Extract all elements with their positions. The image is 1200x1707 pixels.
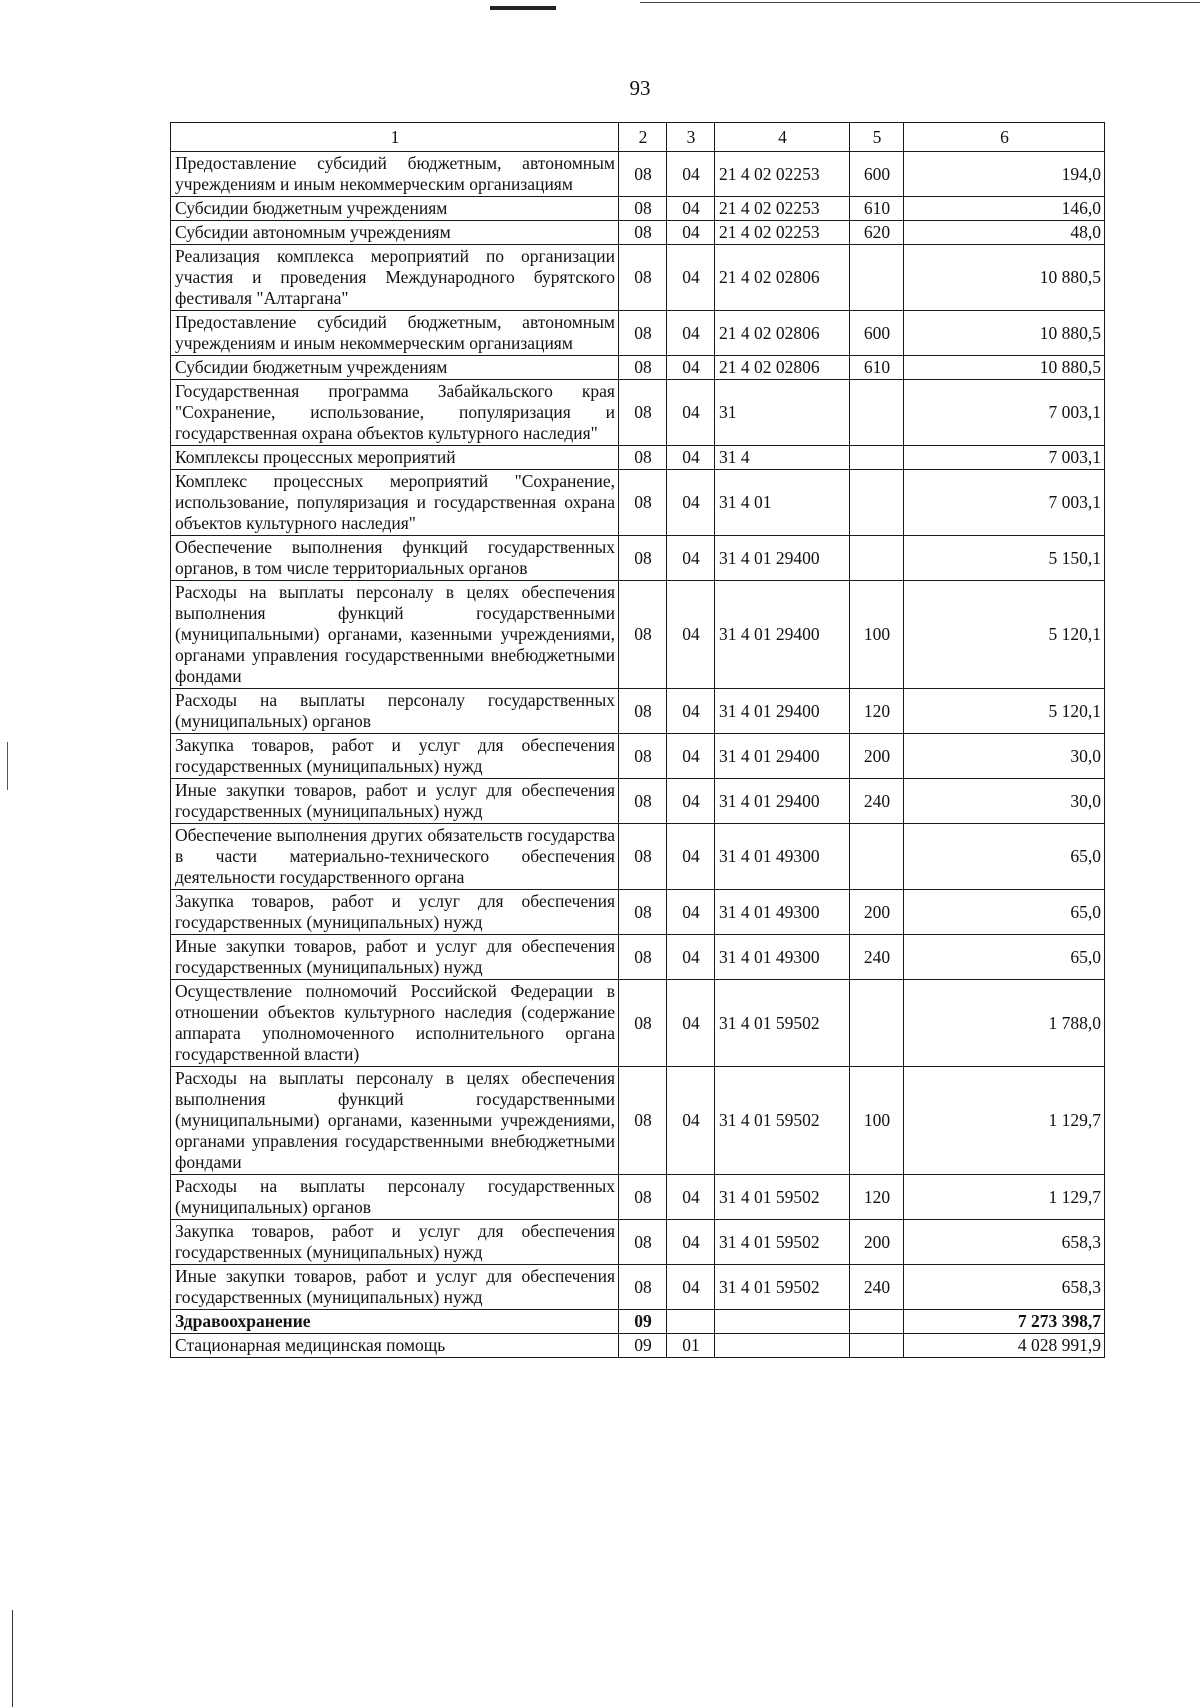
cell-section: 08 [619, 824, 667, 890]
cell-expense-type [850, 446, 904, 470]
table-row [171, 245, 1105, 311]
header-col-2: 2 [619, 123, 667, 152]
cell-expense-type: 240 [850, 935, 904, 980]
cell-section: 08 [619, 356, 667, 380]
header-col-1: 1 [171, 123, 619, 152]
cell-name: Закупка товаров, работ и услуг для обеспечения государственных (муниципальных) нужд [171, 1220, 619, 1265]
cell-subsection: 04 [667, 197, 715, 221]
cell-name: Стационарная медицинская помощь [171, 1334, 619, 1358]
cell-target-article: 21 4 02 02806 [715, 356, 850, 380]
cell-name: Расходы на выплаты персоналу в целях обеспечения выполнения функций государственными (муниципальными) органами, казенными учреждениями, органами управления государственными внебюджетными фондами [171, 1067, 619, 1175]
cell-expense-type: 600 [850, 152, 904, 197]
cell-name: Предоставление субсидий бюджетным, автономным учреждениям и иным некоммерческим организациям [171, 152, 619, 197]
cell-subsection: 04 [667, 245, 715, 311]
cell-amount: 1 788,0 [904, 980, 1105, 1067]
cell-amount: 30,0 [904, 779, 1105, 824]
cell-name: Осуществление полномочий Российской Федерации в отношении объектов культурного наследия (содержание аппарата уполномоченного исполнительного органа государственной власти) [171, 980, 619, 1067]
cell-expense-type: 600 [850, 311, 904, 356]
cell-expense-type [850, 1310, 904, 1334]
cell-name: Субсидии бюджетным учреждениям [171, 356, 619, 380]
cell-subsection: 04 [667, 1067, 715, 1175]
cell-amount: 658,3 [904, 1220, 1105, 1265]
cell-target-article: 31 4 01 59502 [715, 1067, 850, 1175]
cell-subsection: 04 [667, 1175, 715, 1220]
cell-section: 08 [619, 734, 667, 779]
cell-subsection: 04 [667, 1220, 715, 1265]
cell-section: 08 [619, 311, 667, 356]
cell-name: Расходы на выплаты персоналу государственных (муниципальных) органов [171, 689, 619, 734]
cell-amount: 5 120,1 [904, 689, 1105, 734]
page-number: 93 [629, 76, 651, 100]
table-row [171, 1175, 1105, 1220]
cell-expense-type [850, 824, 904, 890]
cell-expense-type [850, 245, 904, 311]
cell-amount: 1 129,7 [904, 1175, 1105, 1220]
cell-expense-type: 240 [850, 1265, 904, 1310]
table-header [171, 123, 1105, 152]
cell-target-article: 21 4 02 02253 [715, 152, 850, 197]
cell-amount: 5 120,1 [904, 581, 1105, 689]
cell-expense-type: 620 [850, 221, 904, 245]
cell-subsection [667, 1310, 715, 1334]
table-row [171, 197, 1105, 221]
table-row [171, 446, 1105, 470]
table-row [171, 689, 1105, 734]
cell-amount: 10 880,5 [904, 356, 1105, 380]
cell-expense-type: 100 [850, 581, 904, 689]
cell-expense-type: 610 [850, 356, 904, 380]
cell-target-article: 31 4 01 59502 [715, 1265, 850, 1310]
cell-amount: 65,0 [904, 935, 1105, 980]
cell-amount: 48,0 [904, 221, 1105, 245]
table-row [171, 536, 1105, 581]
cell-subsection: 04 [667, 536, 715, 581]
cell-section: 08 [619, 152, 667, 197]
cell-amount: 4 028 991,9 [904, 1334, 1105, 1358]
cell-target-article: 31 4 01 49300 [715, 935, 850, 980]
cell-name: Закупка товаров, работ и услуг для обеспечения государственных (муниципальных) нужд [171, 734, 619, 779]
cell-amount: 10 880,5 [904, 311, 1105, 356]
cell-subsection: 04 [667, 380, 715, 446]
table-row [171, 470, 1105, 536]
cell-subsection: 04 [667, 470, 715, 536]
cell-expense-type [850, 380, 904, 446]
cell-expense-type: 100 [850, 1067, 904, 1175]
cell-target-article: 31 4 01 29400 [715, 536, 850, 581]
table-row [171, 935, 1105, 980]
cell-amount: 1 129,7 [904, 1067, 1105, 1175]
cell-target-article: 31 4 [715, 446, 850, 470]
table-row [171, 152, 1105, 197]
cell-expense-type: 200 [850, 890, 904, 935]
cell-name: Иные закупки товаров, работ и услуг для обеспечения государственных (муниципальных) нужд [171, 935, 619, 980]
cell-section: 08 [619, 935, 667, 980]
cell-amount: 7 003,1 [904, 380, 1105, 446]
cell-name: Комплексы процессных мероприятий [171, 446, 619, 470]
cell-target-article: 31 4 01 29400 [715, 689, 850, 734]
cell-section: 08 [619, 197, 667, 221]
cell-section: 08 [619, 689, 667, 734]
cell-subsection: 04 [667, 935, 715, 980]
cell-target-article: 21 4 02 02806 [715, 311, 850, 356]
cell-name: Комплекс процессных мероприятий "Сохранение, использование, популяризация и государственная охрана объектов культурного наследия" [171, 470, 619, 536]
cell-amount: 658,3 [904, 1265, 1105, 1310]
cell-section: 09 [619, 1334, 667, 1358]
cell-target-article: 31 4 01 59502 [715, 980, 850, 1067]
cell-expense-type [850, 1334, 904, 1358]
cell-amount: 5 150,1 [904, 536, 1105, 581]
cell-target-article [715, 1310, 850, 1334]
cell-amount: 7 003,1 [904, 470, 1105, 536]
cell-section: 08 [619, 980, 667, 1067]
cell-subsection: 04 [667, 824, 715, 890]
cell-expense-type: 120 [850, 689, 904, 734]
cell-name: Обеспечение выполнения других обязательств государства в части материально-технического обеспечения деятельности государственного органа [171, 824, 619, 890]
cell-section: 08 [619, 536, 667, 581]
cell-amount: 30,0 [904, 734, 1105, 779]
cell-target-article [715, 1334, 850, 1358]
table-row [171, 1334, 1105, 1358]
cell-subsection: 04 [667, 779, 715, 824]
cell-subsection: 04 [667, 311, 715, 356]
cell-subsection: 04 [667, 152, 715, 197]
table-row [171, 380, 1105, 446]
cell-name: Закупка товаров, работ и услуг для обеспечения государственных (муниципальных) нужд [171, 890, 619, 935]
cell-section: 08 [619, 245, 667, 311]
table-row [171, 356, 1105, 380]
cell-expense-type: 200 [850, 1220, 904, 1265]
header-col-4: 4 [715, 123, 850, 152]
cell-subsection: 04 [667, 980, 715, 1067]
cell-name: Иные закупки товаров, работ и услуг для обеспечения государственных (муниципальных) нужд [171, 1265, 619, 1310]
cell-amount: 146,0 [904, 197, 1105, 221]
cell-subsection: 04 [667, 734, 715, 779]
cell-subsection: 04 [667, 689, 715, 734]
cell-expense-type [850, 980, 904, 1067]
table-row [171, 221, 1105, 245]
cell-target-article: 21 4 02 02253 [715, 197, 850, 221]
header-col-5: 5 [850, 123, 904, 152]
cell-amount: 10 880,5 [904, 245, 1105, 311]
table-row [171, 1067, 1105, 1175]
cell-target-article: 31 4 01 29400 [715, 779, 850, 824]
cell-name: Расходы на выплаты персоналу в целях обеспечения выполнения функций государственными (муниципальными) органами, казенными учреждениями, органами управления государственными внебюджетными фондами [171, 581, 619, 689]
cell-name: Государственная программа Забайкальского края "Сохранение, использование, популяризация и государственная охрана объектов культурного наследия" [171, 380, 619, 446]
cell-expense-type [850, 470, 904, 536]
cell-expense-type: 240 [850, 779, 904, 824]
cell-expense-type: 610 [850, 197, 904, 221]
scan-edge-left [12, 1610, 13, 1707]
cell-section: 08 [619, 1175, 667, 1220]
cell-amount: 7 003,1 [904, 446, 1105, 470]
cell-name: Расходы на выплаты персоналу государственных (муниципальных) органов [171, 1175, 619, 1220]
cell-target-article: 21 4 02 02806 [715, 245, 850, 311]
table-row [171, 581, 1105, 689]
table-row [171, 1310, 1105, 1334]
cell-target-article: 31 4 01 49300 [715, 824, 850, 890]
table-row [171, 824, 1105, 890]
cell-section: 08 [619, 380, 667, 446]
cell-section: 08 [619, 1265, 667, 1310]
table-row [171, 890, 1105, 935]
scan-edge-line [640, 2, 1200, 3]
cell-subsection: 04 [667, 890, 715, 935]
cell-name: Субсидии бюджетным учреждениям [171, 197, 619, 221]
cell-section: 08 [619, 221, 667, 245]
table-row [171, 1220, 1105, 1265]
cell-section: 08 [619, 890, 667, 935]
cell-section: 08 [619, 1067, 667, 1175]
cell-target-article: 31 4 01 49300 [715, 890, 850, 935]
table-row [171, 734, 1105, 779]
table-row [171, 980, 1105, 1067]
cell-amount: 7 273 398,7 [904, 1310, 1105, 1334]
cell-subsection: 04 [667, 1265, 715, 1310]
cell-name: Обеспечение выполнения функций государственных органов, в том числе территориальных органов [171, 536, 619, 581]
cell-target-article: 31 [715, 380, 850, 446]
cell-subsection: 04 [667, 446, 715, 470]
header-col-6: 6 [904, 123, 1105, 152]
cell-section: 08 [619, 1220, 667, 1265]
table-row [171, 1265, 1105, 1310]
cell-target-article: 31 4 01 [715, 470, 850, 536]
cell-subsection: 01 [667, 1334, 715, 1358]
cell-name: Здравоохранение [171, 1310, 619, 1334]
cell-expense-type: 200 [850, 734, 904, 779]
table-row [171, 311, 1105, 356]
scan-mark-left [7, 742, 8, 790]
cell-amount: 65,0 [904, 824, 1105, 890]
cell-expense-type: 120 [850, 1175, 904, 1220]
cell-subsection: 04 [667, 581, 715, 689]
cell-amount: 65,0 [904, 890, 1105, 935]
cell-subsection: 04 [667, 221, 715, 245]
cell-name: Субсидии автономным учреждениям [171, 221, 619, 245]
cell-subsection: 04 [667, 356, 715, 380]
budget-table [170, 122, 1105, 1358]
table-body [171, 152, 1105, 1358]
header-col-3: 3 [667, 123, 715, 152]
cell-name: Предоставление субсидий бюджетным, автономным учреждениям и иным некоммерческим организациям [171, 311, 619, 356]
cell-section: 08 [619, 779, 667, 824]
cell-name: Реализация комплекса мероприятий по организации участия и проведения Международного бурятского фестиваля "Алтаргана" [171, 245, 619, 311]
cell-target-article: 31 4 01 29400 [715, 734, 850, 779]
cell-target-article: 31 4 01 59502 [715, 1220, 850, 1265]
cell-section: 08 [619, 581, 667, 689]
table-row [171, 779, 1105, 824]
cell-section: 08 [619, 446, 667, 470]
scan-mark-top [490, 6, 556, 10]
header-row [171, 123, 1105, 152]
cell-expense-type [850, 536, 904, 581]
cell-target-article: 31 4 01 59502 [715, 1175, 850, 1220]
cell-target-article: 31 4 01 29400 [715, 581, 850, 689]
cell-section: 08 [619, 470, 667, 536]
cell-name: Иные закупки товаров, работ и услуг для обеспечения государственных (муниципальных) нужд [171, 779, 619, 824]
cell-section: 09 [619, 1310, 667, 1334]
cell-target-article: 21 4 02 02253 [715, 221, 850, 245]
cell-amount: 194,0 [904, 152, 1105, 197]
